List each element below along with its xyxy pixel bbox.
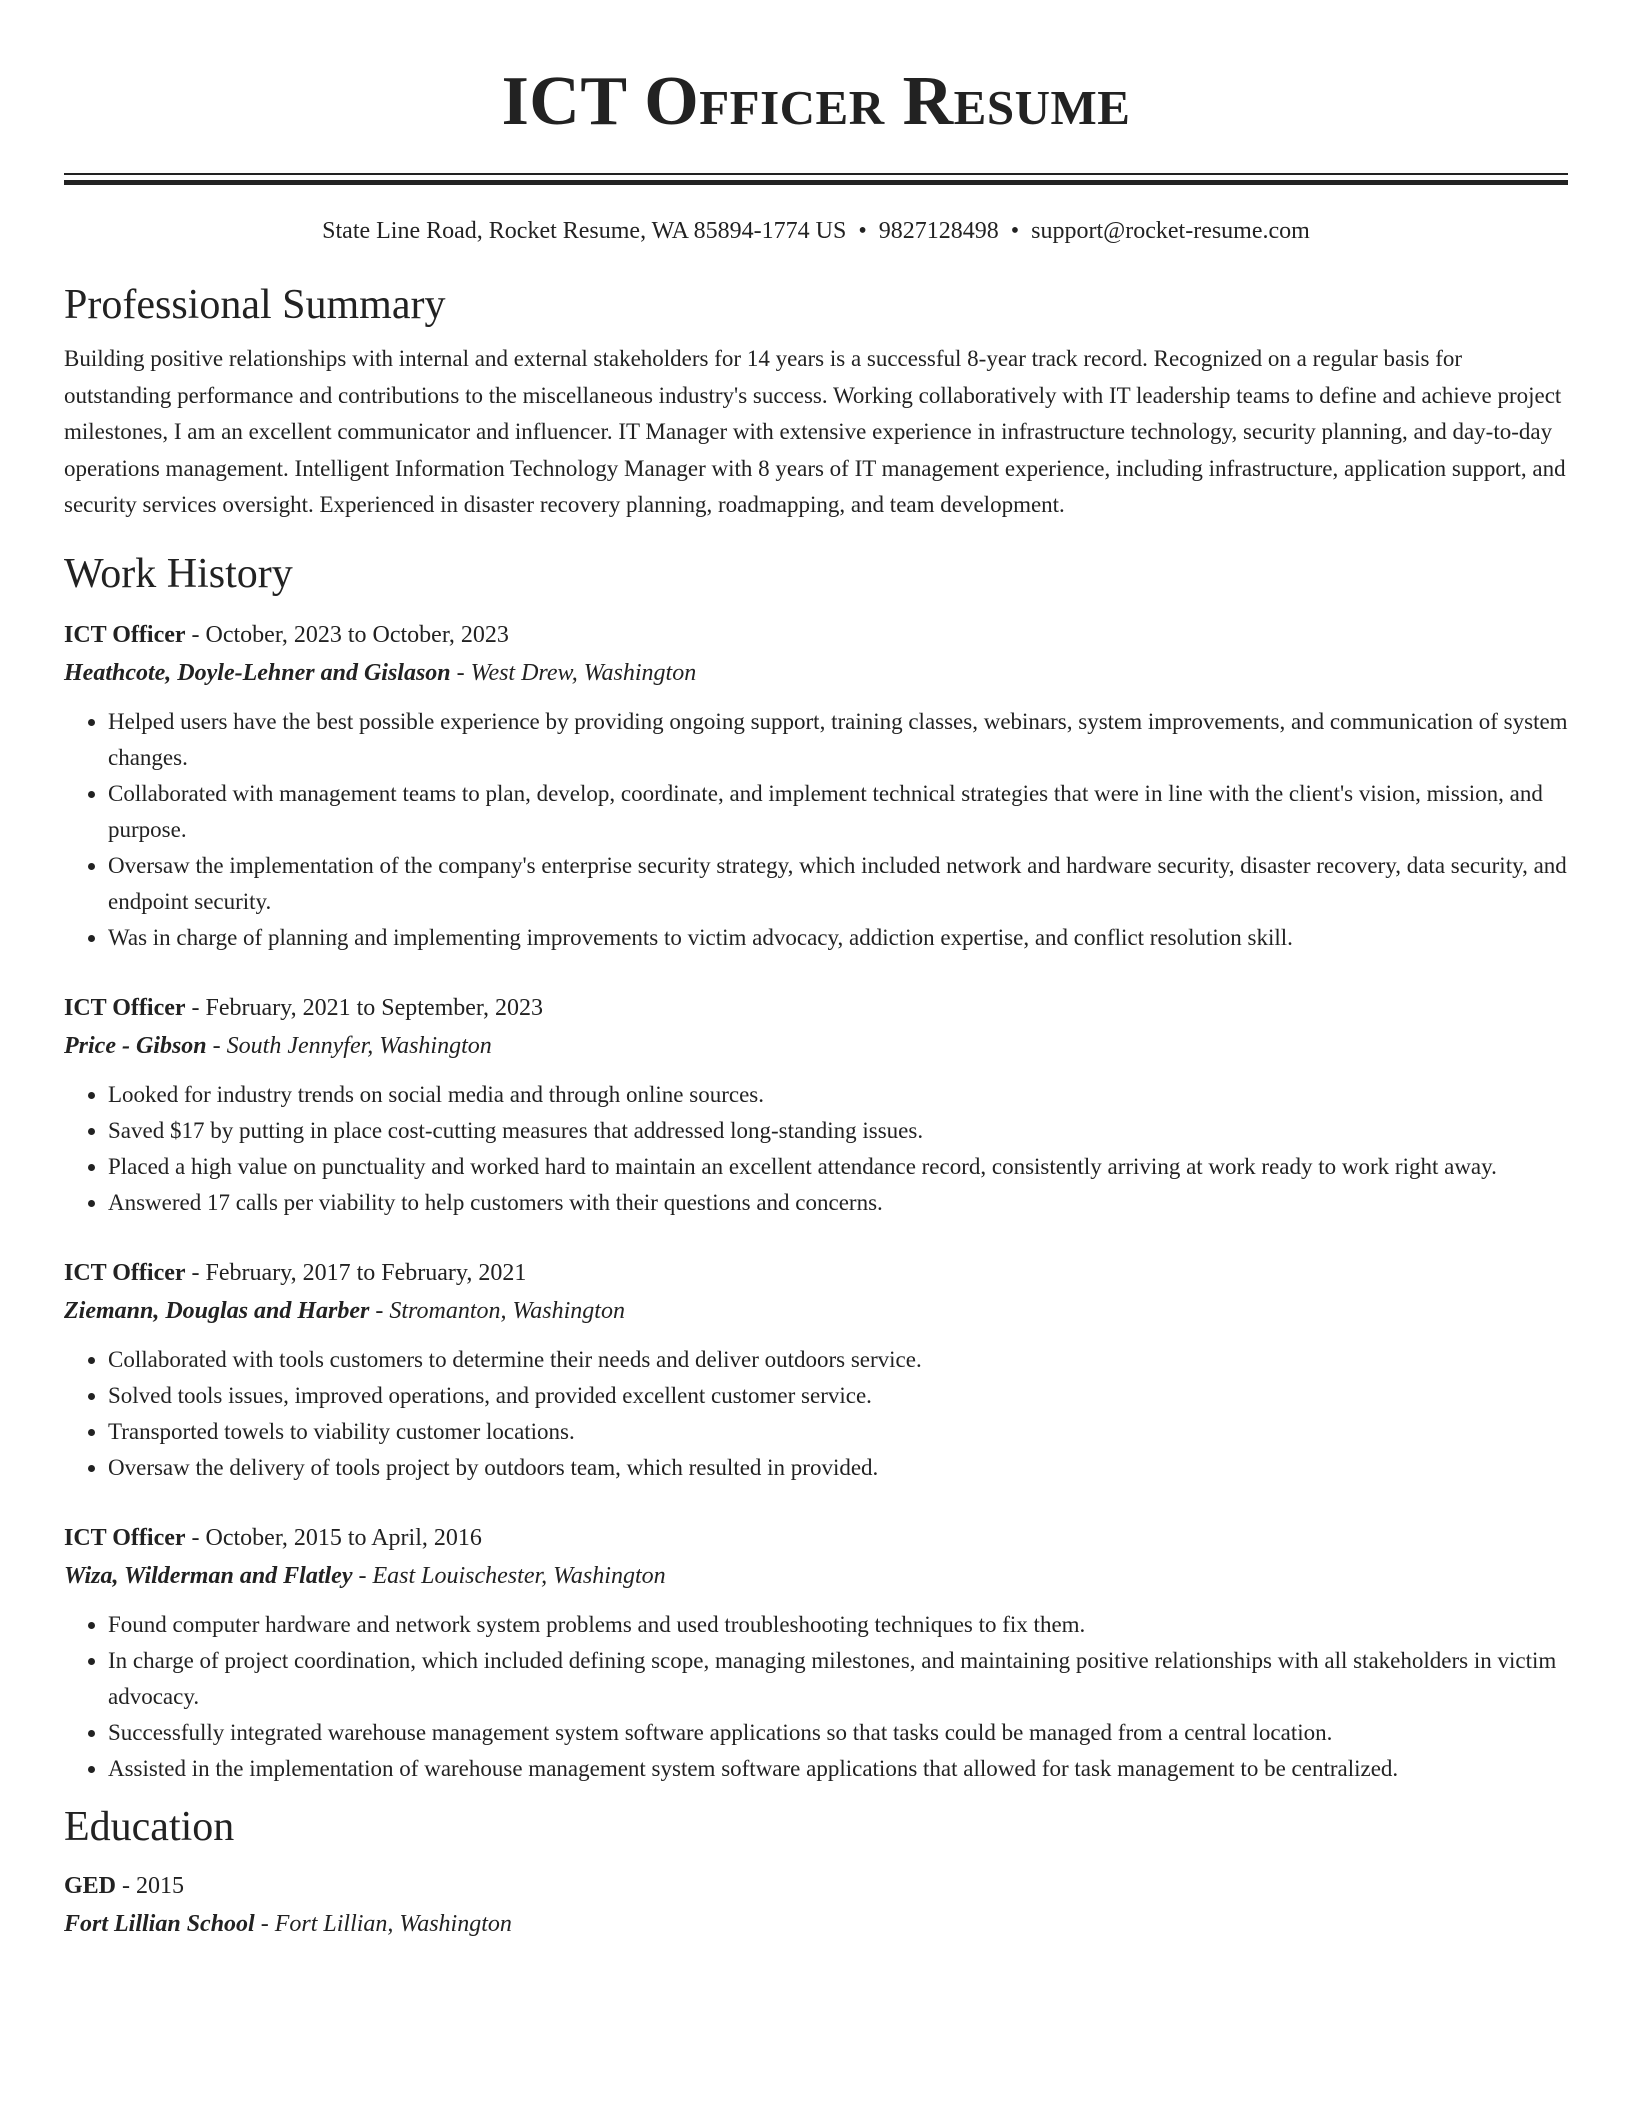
title-divider-thick bbox=[64, 180, 1568, 185]
job-bullet: • Oversaw the delivery of tools project by outdoors team, which resulted in provided. bbox=[108, 1450, 1568, 1486]
company-line bbox=[64, 654, 1568, 692]
summary-heading: Professional Summary bbox=[64, 282, 446, 328]
company-name: Ziemann, Douglas and Harber bbox=[64, 1297, 370, 1324]
job-bullet: • Successfully integrated warehouse management system software applications so that tasks could be managed from a central location. bbox=[108, 1715, 1568, 1751]
education-heading: Education bbox=[64, 1803, 235, 1850]
job-bullets bbox=[64, 1342, 1568, 1486]
company-line bbox=[64, 1557, 1568, 1595]
company-name: Price - Gibson bbox=[64, 1032, 207, 1059]
company-location: - West Drew, Washington bbox=[450, 659, 697, 686]
job-bullet: • Was in charge of planning and implementing improvements to victim advocacy, addiction expertise, and conflict resolution skill. bbox=[108, 920, 1568, 956]
job-bullet: • Assisted in the implementation of warehouse management system software applications that allowed for task management to be centralized. bbox=[108, 1751, 1568, 1787]
job-bullet: • Oversaw the implementation of the company's enterprise security strategy, which included network and hardware security, disaster recovery, data security, and endpoint security. bbox=[108, 848, 1568, 920]
job-entry bbox=[64, 989, 1568, 1221]
company-location: - East Louischester, Washington bbox=[352, 1562, 666, 1589]
job-bullet: • Found computer hardware and network system problems and used troubleshooting techniques to fix them. bbox=[108, 1607, 1568, 1643]
school-name: Fort Lillian School bbox=[64, 1910, 255, 1937]
summary-text: Building positive relationships with internal and external stakeholders for 14 years is a successful 8-year track record. Recognized on a regular basis for outstanding performance and contributions to the miscellaneous industry's success. Working collaboratively with IT leadership teams to define and achieve project milestones, I am an excellent communicator and influencer. IT Manager with extensive experience in infrastructure technology, security planning, and day-to-day operations management. Intelligent Information Technology Manager with 8 years of IT management experience, including infrastructure, application support, and security services oversight. Experienced in disaster recovery planning, roadmapping, and team development. bbox=[64, 346, 1566, 517]
resume-title: ICT Officer Resume bbox=[501, 63, 1131, 140]
job-bullets bbox=[64, 1607, 1568, 1787]
school-line bbox=[64, 1905, 1568, 1943]
job-title-line bbox=[64, 616, 1568, 654]
job-entry bbox=[64, 1254, 1568, 1486]
job-bullet: • Solved tools issues, improved operations, and provided excellent customer service. bbox=[108, 1378, 1568, 1414]
job-bullet: • Looked for industry trends on social media and through online sources. bbox=[108, 1077, 1568, 1113]
company-location: - Stromanton, Washington bbox=[369, 1297, 625, 1324]
work-history-heading: Work History bbox=[64, 550, 293, 597]
contact-phone: 9827128498 bbox=[878, 218, 999, 244]
job-title-line bbox=[64, 1254, 1568, 1292]
job-bullet: • Collaborated with tools customers to determine their needs and deliver outdoors service. bbox=[108, 1342, 1568, 1378]
job-dates: - October, 2015 to April, 2016 bbox=[185, 1524, 482, 1551]
job-bullet: • Collaborated with management teams to plan, develop, coordinate, and implement technical strategies that were in line with the client's vision, mission, and purpose. bbox=[108, 776, 1568, 848]
job-bullet: • Transported towels to viability customer locations. bbox=[108, 1414, 1568, 1450]
title-divider-thin bbox=[64, 173, 1568, 175]
job-bullet: • Placed a high value on punctuality and worked hard to maintain an excellent attendance record, consistently arriving at work ready to work right away. bbox=[108, 1149, 1568, 1185]
bullet-separator: • bbox=[1010, 218, 1020, 244]
company-name: Heathcote, Doyle-Lehner and Gislason bbox=[64, 659, 451, 686]
job-title: ICT Officer bbox=[64, 621, 186, 648]
degree-year: - 2015 bbox=[116, 1872, 185, 1899]
education-entry bbox=[64, 1867, 1568, 1943]
job-bullets bbox=[64, 1077, 1568, 1221]
contact-line bbox=[64, 215, 1568, 247]
job-dates: - February, 2021 to September, 2023 bbox=[185, 994, 543, 1021]
job-title-line bbox=[64, 1519, 1568, 1557]
job-entry bbox=[64, 1519, 1568, 1787]
job-title-line bbox=[64, 989, 1568, 1027]
contact-email: support@rocket-resume.com bbox=[1031, 218, 1310, 244]
company-location: - South Jennyfer, Washington bbox=[206, 1032, 492, 1059]
degree-name: GED bbox=[64, 1872, 117, 1899]
job-entry bbox=[64, 616, 1568, 956]
school-location: - Fort Lillian, Washington bbox=[254, 1910, 512, 1937]
contact-address: State Line Road, Rocket Resume, WA 85894-1774 US bbox=[322, 218, 847, 244]
job-bullet: • Helped users have the best possible experience by providing ongoing support, training classes, webinars, system improvements, and communication of system changes. bbox=[108, 704, 1568, 776]
job-bullet: • Answered 17 calls per viability to help customers with their questions and concerns. bbox=[108, 1185, 1568, 1221]
job-bullet: • Saved $17 by putting in place cost-cutting measures that addressed long-standing issues. bbox=[108, 1113, 1568, 1149]
degree-line bbox=[64, 1867, 1568, 1905]
job-title: ICT Officer bbox=[64, 1524, 186, 1551]
job-title: ICT Officer bbox=[64, 1259, 186, 1286]
company-line bbox=[64, 1027, 1568, 1065]
job-title: ICT Officer bbox=[64, 994, 186, 1021]
job-bullets bbox=[64, 704, 1568, 956]
company-name: Wiza, Wilderman and Flatley bbox=[64, 1562, 353, 1589]
job-bullet: • In charge of project coordination, which included defining scope, managing milestones, and maintaining positive relationships with all stakeholders in victim advocacy. bbox=[108, 1643, 1568, 1715]
bullet-separator: • bbox=[858, 218, 867, 244]
company-line bbox=[64, 1292, 1568, 1330]
job-dates: - February, 2017 to February, 2021 bbox=[185, 1259, 527, 1286]
job-dates: - October, 2023 to October, 2023 bbox=[185, 621, 509, 648]
